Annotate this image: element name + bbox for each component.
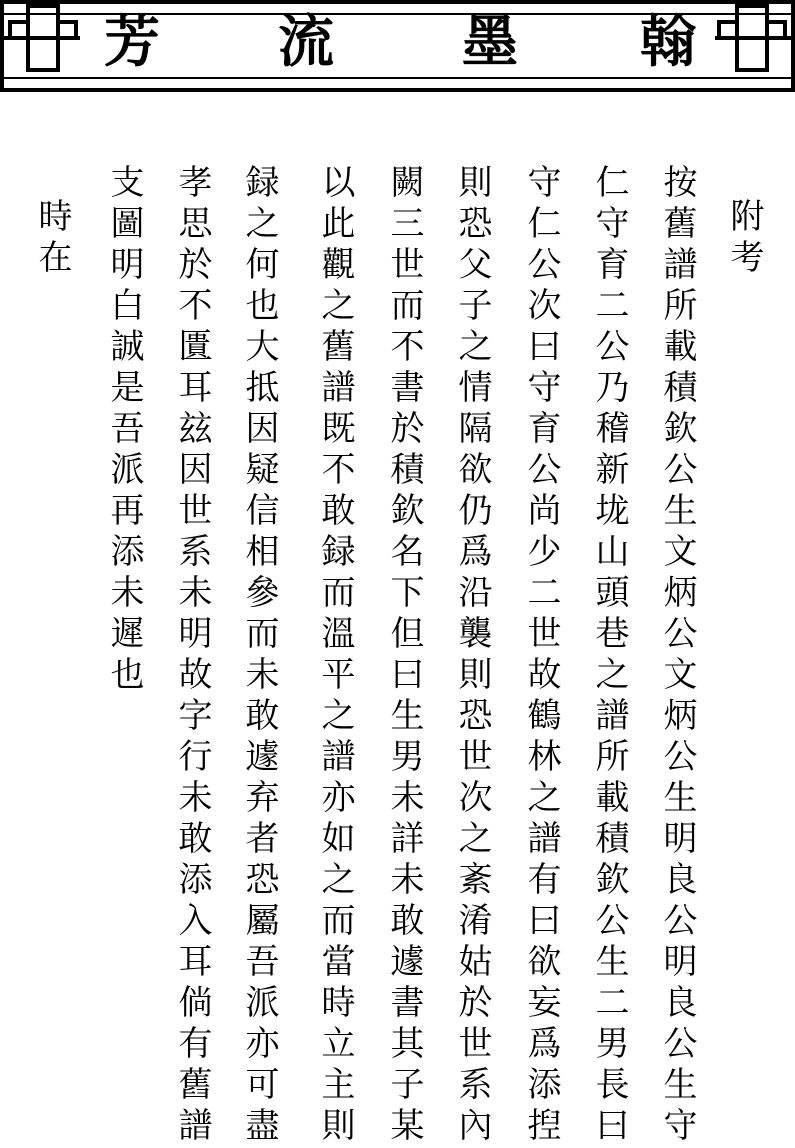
header-banner [0,0,795,92]
text-column-date: 時在 [32,198,72,280]
text-column-7: 録之何也大抵因疑信相參而未敢遽弃者恐屬吾派亦可盡 [239,164,279,1148]
text-column-6: 以此觀之舊譜既不敢録而溫平之譜亦如之而當時立主則 [315,164,355,1148]
text-column-4: 則恐父子之情隔欲仍爲沿襲則恐世次之紊淆姑於世系內 [452,164,492,1148]
banner-title-char-1: 芳 [104,9,160,75]
text-column-9: 支圖明白誠是吾派再添未遲也 [104,164,144,697]
text-column-1: 按舊譜所載積欽公生文炳公文炳公生明良公明良公生守 [657,164,697,1148]
banner-title-char-4: 翰 [640,9,696,75]
right-fret-ornament [715,6,791,70]
text-column-3: 守仁公次曰守育公尚少二世故鶴林之譜有曰欲妄爲添揑 [521,164,561,1148]
banner-title-char-2: 流 [278,9,334,75]
text-column-8: 孝思於不匱耳玆因世系未明故字行未敢添入耳倘有舊譜 [172,164,212,1148]
text-column-heading: 附考 [724,198,764,280]
text-column-2: 仁守育二公乃稽新垅山頭巷之譜所載積欽公生二男長曰 [589,164,629,1148]
text-column-5: 闕三世而不書於積欽名下但曰生男未詳未敢遽書其子某 [384,164,424,1148]
left-fret-ornament [4,6,80,70]
banner-title-char-3: 墨 [462,9,518,75]
